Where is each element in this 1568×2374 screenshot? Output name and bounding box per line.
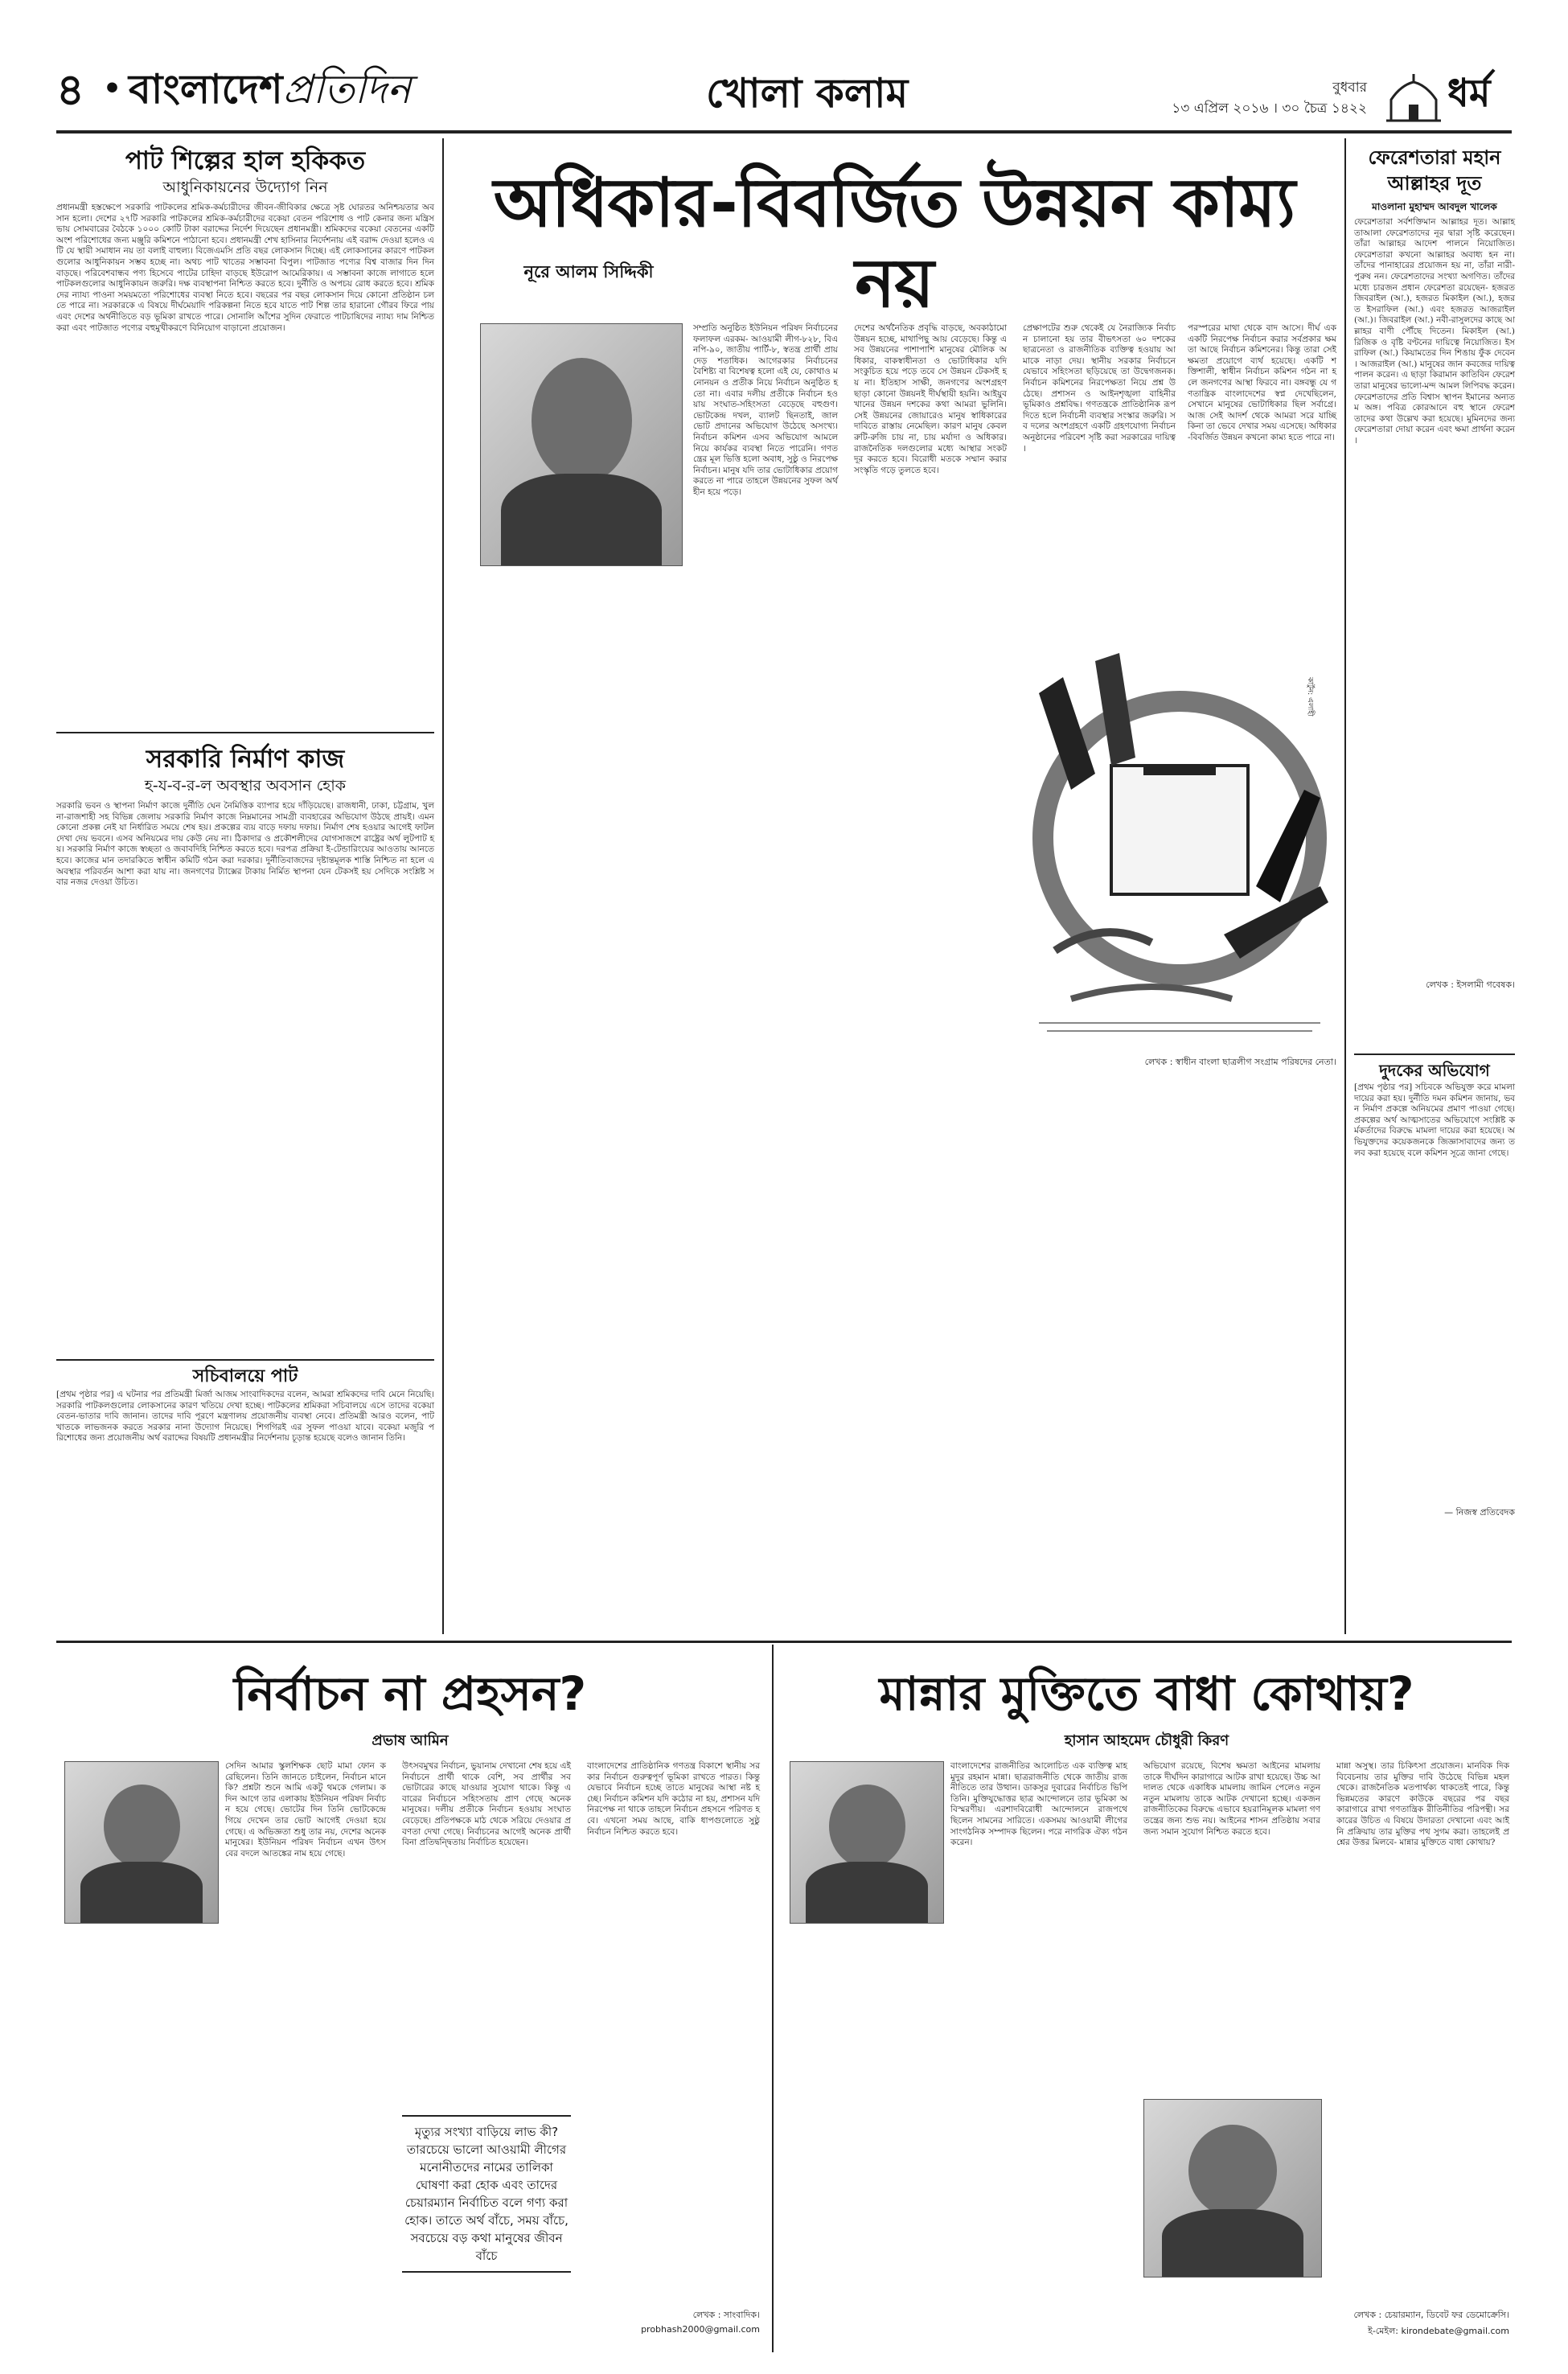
- article-column-3: মান্না অসুস্থ। তার চিকিৎসা প্রয়োজন। মানবিক দিক বিবেচনায় তার মুক্তির দাবি উঠেছে বিভিন্ন মহল থেকে। রাজনৈতিক মতপার্থক্য থাকতেই পারে, কিন্তু ভিন্নমতের কারণে কাউকে বছরের পর বছর কারাগারে রাখা গণতান্ত্রিক রীতিনীতির পরিপন্থী। সরকারের উচিত এ বিষয়ে উদারতা দেখানো এবং আইনি প্রক্রিয়ায় তার মুক্তির পথ সুগম করা। তাহলেই প্রশ্নের উত্তর মিলবে- মান্নার মুক্তিতে বাধা কোথায়?: [1336, 1761, 1513, 1848]
- center-feature: [452, 138, 1340, 1634]
- masthead: [0, 0, 1568, 137]
- article-column-1: বাংলাদেশের রাজনীতির আলোচিত এক ব্যক্তিত্ব মাহমুদুর রহমান মান্না। ছাত্ররাজনীতি থেকে জাতীয় রাজনীতিতে তার উত্থান। ডাকসুর দুবারের নির্বাচিত ভিপি তিনি। মুক্তিযুদ্ধোত্তর ছাত্র আন্দোলনে তার ভূমিকা অবিস্মরণীয়। এরশাদবিরোধী আন্দোলনে রাজপথে ছিলেন সামনের সারিতে। একসময় আওয়ামী লীগের সাংগঠনিক সম্পাদক ছিলেন। পরে নাগরিক ঐক্য গঠন করেন।: [950, 1761, 1131, 1848]
- article-author: মাওলানা মুহাম্মদ আবদুল খালেক: [1372, 201, 1497, 212]
- feature-column-1: সম্প্রতি অনুষ্ঠিত ইউনিয়ন পরিষদ নির্বাচনের ফলাফল এরকম- আওয়ামী লীগ-৮২৮, বিএনপি-৯০, জাতীয় পার্টি-৮, স্বতন্ত্র প্রার্থী প্রায় দেড় শতাধিক। আগেরকার নির্বাচনের বৈশিষ্ট্য বা বিশেষত্ব হলো এই যে, কোথাও মনোনয়ন ও প্রতীক নিয়ে নির্বাচন অনুষ্ঠিত হতো না। এবার দলীয় প্রতীকে নির্বাচন হওয়ায় সংঘাত-সহিংসতা বেড়েছে বহুগুণ। ভোটকেন্দ্র দখল, ব্যালট ছিনতাই, জাল ভোট প্রদানের অভিযোগ উঠেছে অসংখ্য। নির্বাচন কমিশন এসব অভিযোগ আমলে নিয়ে কার্যকর ব্যবস্থা নিতে পারেনি। গণতন্ত্রের মূল ভিত্তি হলো অবাধ, সুষ্ঠু ও নিরপেক্ষ নির্বাচন। মানুষ যদি তার ভোটাধিকার প্রয়োগ করতে না পারে তাহলে উন্নয়নের সুফল অর্থহীন হয়ে পড়ে।: [693, 323, 841, 497]
- author-email[interactable]: probhash2000@gmail.com: [641, 2324, 760, 2335]
- article-title: সরকারি নির্মাণ কাজ: [146, 745, 345, 774]
- bottom-column-divider: [772, 1645, 774, 2352]
- paper-name: [129, 64, 411, 114]
- feature-column-4: পরস্পরের মাথা থেকে বাদ আসে। দীর্ঘ এক একটি নিরপেক্ষ নির্বাচন করার সর্বপ্রকার ক্ষমতা আছে নির্বাচন কমিশনের। কিন্তু তারা সেই ক্ষমতা প্রয়োগে ব্যর্থ হয়েছে। একটি শক্তিশালী, স্বাধীন নির্বাচন কমিশন গঠন না হলে জনগণের আস্থা ফিরবে না। বঙ্গবন্ধু যে গণতান্ত্রিক বাংলাদেশের স্বপ্ন দেখেছিলেন, সেখানে মানুষের ভোটাধিকার ছিল সর্বাগ্রে। আজ সেই আদর্শ থেকে আমরা সরে যাচ্ছি কিনা তা ভেবে দেখার সময় এসেছে। অধিকার-বিবর্জিত উন্নয়ন কখনো কাম্য হতে পারে না।: [1188, 323, 1340, 442]
- masthead-rule: [56, 130, 1512, 133]
- feature-column-2: দেশের অর্থনৈতিক প্রবৃদ্ধি বাড়ছে, অবকাঠামো উন্নয়ন হচ্ছে, মাথাপিছু আয় বেড়েছে। কিন্তু এসব উন্নয়নের পাশাপাশি মানুষের মৌলিক অধিকার, বাকস্বাধীনতা ও ভোটাধিকার যদি সংকুচিত হয়ে পড়ে তবে সে উন্নয়ন টেকসই হয় না। ইতিহাস সাক্ষী, জনগণের অংশগ্রহণ ছাড়া কোনো উন্নয়নই দীর্ঘস্থায়ী হয়নি। আইয়ুব খানের উন্নয়ন দশকের কথা আমরা ভুলিনি। সেই উন্নয়নের জোয়ারেও মানুষ স্বাধিকারের দাবিতে রাস্তায় নেমেছিল। কারণ মানুষ কেবল রুটি-রুজি চায় না, চায় মর্যাদা ও অধিকার। রাজনৈতিক দলগুলোর মধ্যে আস্থার সংকট দূর করতে হবে। বিরোধী মতকে সম্মান করার সংস্কৃতি গড়ে তুলতে হবে।: [854, 323, 1010, 475]
- feature-column-3: প্রেক্ষাপটের শুরু থেকেই যে নৈরাজ্যিক নির্বাচন চালানো হয় তার বীভৎসতা ৬০ দশকের ছাত্রনেতা ও রাজনীতিক ব্যক্তিত্ব হওয়ায় আমাকে নাড়া দেয়। স্থানীয় সরকার নির্বাচনে যেভাবে সহিংসতা ছড়িয়েছে তা উদ্বেগজনক। নির্বাচন কমিশনের নিরপেক্ষতা নিয়ে প্রশ্ন উঠেছে। প্রশাসন ও আইনশৃঙ্খলা বাহিনীর ভূমিকাও প্রশ্নবিদ্ধ। গণতন্ত্রকে প্রাতিষ্ঠানিক রূপ দিতে হলে নির্বাচনী ব্যবস্থার সংস্কার জরুরি। সব দলের অংশগ্রহণে একটি গ্রহণযোগ্য নির্বাচন অনুষ্ঠানের পরিবেশ সৃষ্টি করা সরকারের দায়িত্ব।: [1023, 323, 1179, 454]
- side-section-title: ধর্ম: [1447, 71, 1491, 116]
- masthead-bullet: •: [103, 72, 122, 105]
- section-divider: [56, 1359, 434, 1361]
- left-article-construction: [56, 732, 437, 1343]
- author-photo-2: [1143, 2099, 1322, 2277]
- section-title: খোলা কলাম: [706, 70, 909, 117]
- article-body: [প্রথম পৃষ্ঠার পর] সচিবকে অভিযুক্ত করে মামলা দায়ের করা হয়। দুর্নীতি দমন কমিশন জানায়, ভবন নির্মাণ প্রকল্পে অনিয়মের প্রমাণ পাওয়া গেছে। প্রকল্পের অর্থ আত্মসাতের অভিযোগে সংশ্লিষ্ট কর্মকর্তাদের বিরুদ্ধে মামলা দায়ের করা হয়েছে। অভিযুক্তদের কয়েকজনকে জিজ্ঞাসাবাদের জন্য তলব করা হয়েছে বলে কমিশন সূত্রে জানা গেছে।: [1354, 1082, 1518, 1158]
- bottom-right-article: [782, 1649, 1512, 2356]
- article-author-note: লেখক : ইসলামী গবেষক।: [1426, 980, 1515, 990]
- right-article-angels: [1354, 145, 1518, 1045]
- article-column-2: অভিযোগ রয়েছে, বিশেষ ক্ষমতা আইনের মামলায় তাকে দীর্ঘদিন কারাগারে আটক রাখা হয়েছে। উচ্চ আদালত থেকে একাধিক মামলায় জামিন পেলেও নতুন নতুন মামলায় তাকে আটক দেখানো হচ্ছে। একজন রাজনীতিকের বিরুদ্ধে এভাবে হয়রানিমূলক মামলা গণতন্ত্রের জন্য শুভ নয়। আইনের শাসন প্রতিষ্ঠায় সবার জন্য সমান সুযোগ নিশ্চিত করতে হবে।: [1143, 1761, 1324, 1837]
- article-column-1: সেদিন আমার স্কুলশিক্ষক ছোট মামা ফোন করেছিলেন। তিনি জানতে চাইলেন, নির্বাচন মানে কি? প্রশ্নটা শুনে আমি একটু থমকে গেলাম। কদিন আগে তার এলাকায় ইউনিয়ন পরিষদ নির্বাচন হয়ে গেছে। ভোটের দিন তিনি ভোটকেন্দ্রে গিয়ে দেখেন তার ভোট আগেই দেওয়া হয়ে গেছে। এ অভিজ্ঞতা শুধু তার নয়, দেশের অনেক মানুষের। ইউনিয়ন পরিষদ নির্বাচন এখন উৎসবের বদলে আতঙ্কের নাম হয়ে গেছে।: [225, 1761, 389, 1859]
- right-article-acc: [1354, 1054, 1518, 1633]
- left-article-jute: [56, 145, 437, 724]
- right-column-divider: [1344, 138, 1346, 1634]
- article-column-3: বাংলাদেশের প্রাতিষ্ঠানিক গণতন্ত্র বিকাশে স্থানীয় সরকার নির্বাচন গুরুত্বপূর্ণ ভূমিকা রাখতে পারত। কিন্তু যেভাবে নির্বাচন হচ্ছে তাতে মানুষের আস্থা নষ্ট হচ্ছে। নির্বাচন কমিশন যদি কঠোর না হয়, প্রশাসন যদি নিরপেক্ষ না থাকে তাহলে নির্বাচন প্রহসনে পরিণত হবে। এখনো সময় আছে, বাকি ধাপগুলোতে সুষ্ঠু নির্বাচন নিশ্চিত করতে হবে।: [587, 1761, 763, 1837]
- article-subtitle: আধুনিকায়নের উদ্যোগ নিন: [162, 179, 328, 196]
- article-headline: নির্বাচন না প্রহসন?: [233, 1666, 587, 1721]
- article-author: হাসান আহমেদ চৌধুরী কিরণ: [1064, 1732, 1229, 1749]
- feature-headline: অধিকার-বিবর্জিত উন্নয়ন কাম্য নয়: [493, 163, 1295, 322]
- feature-author-note: লেখক : স্বাধীন বাংলা ছাত্রলীগ সংগ্রাম পরিষদের নেতা।: [1144, 1057, 1336, 1067]
- author-photo: [480, 323, 683, 566]
- bottom-left-article: [56, 1649, 764, 2356]
- section-divider: [56, 732, 434, 733]
- bottom-section-rule: [56, 1641, 1512, 1643]
- section-divider: [1354, 1054, 1515, 1055]
- ballot-cartoon: [1023, 645, 1336, 1047]
- page-number: ৪: [56, 64, 85, 115]
- article-title: পাট শিল্পের হাল হকিকত: [125, 146, 366, 175]
- article-body: ফেরেশতারা সর্বশক্তিমান আল্লাহর দূত। আল্লাহ তাআলা ফেরেশতাদের নূর দ্বারা সৃষ্টি করেছেন। তাঁরা আল্লাহর আদেশ পালনে নিয়োজিত। ফেরেশতারা কখনো আল্লাহর অবাধ্য হন না। তাঁদের পানাহারের প্রয়োজন হয় না, তাঁরা নারী-পুরুষ নন। ফেরেশতাদের সংখ্যা অগণিত। তাঁদের মধ্যে চারজন প্রধান ফেরেশতা রয়েছেন- হজরত জিবরাইল (আ.), হজরত মিকাইল (আ.), হজরত ইসরাফিল (আ.) এবং হজরত আজরাইল (আ.)। জিবরাইল (আ.) নবী-রাসুলদের কাছে আল্লাহর বাণী পৌঁছে দিতেন। মিকাইল (আ.) রিজিক ও বৃষ্টি বণ্টনের দায়িত্বে নিয়োজিত। ইসরাফিল (আ.) কিয়ামতের দিন শিঙায় ফুঁক দেবেন। আজরাইল (আ.) মানুষের জান কবজের দায়িত্ব পালন করেন। এ ছাড়া কিরামান কাতিবিন ফেরেশতারা মানুষের ভালো-মন্দ আমল লিপিবদ্ধ করেন। ফেরেশতাদের প্রতি বিশ্বাস স্থাপন ইমানের অন্যতম অঙ্গ। পবিত্র কোরআনে বহু স্থানে ফেরেশতাদের কথা উল্লেখ করা হয়েছে। মুমিনদের জন্য ফেরেশতারা দোয়া করেন এবং ক্ষমা প্রার্থনা করেন।: [1354, 217, 1518, 446]
- article-body: [প্রথম পৃষ্ঠার পর] এ ঘটনার পর প্রতিমন্ত্রী মির্জা আজম সাংবাদিকদের বলেন, আমরা শ্রমিকদের দাবি মেনে নিয়েছি। সরকারি পাটকলগুলোর লোকসানের কারণ খতিয়ে দেখা হচ্ছে। পাটকলের শ্রমিকরা সচিবালয়ে এসে তাদের বকেয়া বেতন-ভাতার দাবি জানান। তাদের দাবি পূরণে মন্ত্রণালয় প্রয়োজনীয় ব্যবস্থা নেবে। প্রতিমন্ত্রী আরও বলেন, পাট খাতকে লাভজনক করতে সরকার নানা উদ্যোগ নিয়েছে। শিগগিরই এর সুফল পাওয়া যাবে। বকেয়া মজুরি পরিশোধের জন্য প্রয়োজনীয় অর্থ বরাদ্দের বিষয়টি প্রধানমন্ত্রীর নির্দেশনায় চূড়ান্ত হয়েছে বলেও জানান তিনি।: [56, 1390, 437, 1444]
- pull-quote: [402, 2115, 571, 2273]
- mosque-icon: [1385, 71, 1443, 124]
- cartoon-credit: কার্টুন: এলাহী: [1306, 677, 1314, 717]
- author-photo-1: [790, 1761, 944, 1924]
- article-body: প্রধানমন্ত্রী হস্তক্ষেপে সরকারি পাটকলের শ্রমিক-কর্মচারীদের জীবন-জীবিকার ক্ষেত্রে সৃষ্ট ঘোরতর অনিশ্চয়তার অবসান হলো। দেশের ২৭টি সরকারি পাটকলের শ্রমিক-কর্মচারীদের বকেয়া বেতন পরিশোধ ও পাট কেনার জন্য মন্ত্রিসভায় সোমবারের বৈঠকে ১০০০ কোটি টাকা বরাদ্দের নির্দেশ দিয়েছেন প্রধানমন্ত্রী। শ্রমিকদের বকেয়া বেতনের একটি অংশ পরিশোধের জন্য মঞ্জুরি কমিশনে পাঠানো হবে। প্রধানমন্ত্রী শেখ হাসিনার নির্দেশনায় এই বরাদ্দ দেওয়া হলেও এটি যে স্থায়ী সমাধান নয় তা বলাই বাহুল্য। বিজেএমসি প্রতি বছর লোকসান দিচ্ছে। এই লোকসানের কারণে পাটকলগুলোর আধুনিকায়ন সম্ভব হচ্ছে না। অথচ পাট খাতের সম্ভাবনা বিপুল। পাটজাত পণ্যের বিশ্ব বাজার দিন দিন বাড়ছে। পরিবেশবান্ধব পণ্য হিসেবে পাটের চাহিদা বাড়ছে ইউরোপ আমেরিকায়। এ সম্ভাবনা কাজে লাগাতে হলে পাটকলগুলোর আধুনিকায়ন জরুরি। দক্ষ ব্যবস্থাপনা নিশ্চিত করতে হবে। দুর্নীতি ও অপচয় রোধ করতে হবে। শ্রমিকদের ন্যায্য পাওনা সময়মতো পরিশোধের ব্যবস্থা নিতে হবে। বছরের পর বছর লোকসান দিয়ে কোনো প্রতিষ্ঠান চলতে পারে না। সরকারকে এ বিষয়ে দীর্ঘমেয়াদি পরিকল্পনা নিতে হবে যাতে পাট শিল্প তার হারানো গৌরব ফিরে পায় এবং দেশের অর্থনীতিতে বড় ভূমিকা রাখতে পারে। সোনালি আঁশের সুদিন ফেরাতে পাটচাষিদের ন্যায্য দাম নিশ্চিত করা এবং পাটজাত পণ্যের বহুমুখীকরণে বিনিয়োগ বাড়ানো প্রয়োজন।: [56, 203, 437, 333]
- issue-date: ১৩ এপ্রিল ২০১৬ । ৩০ চৈত্র ১৪২২: [1172, 101, 1367, 117]
- article-subtitle: হ-য-ব-র-ল অবস্থার অবসান হোক: [144, 777, 347, 795]
- article-body: সরকারি ভবন ও স্থাপনা নির্মাণ কাজে দুর্নীতি ঘেন নৈমিত্তিক ব্যাপার হয়ে দাঁড়িয়েছে। রাজধানী, ঢাকা, চট্টগ্রাম, খুলনা-রাজশাহী সহ বিভিন্ন জেলায় সরকারি নির্মাণ কাজে নিম্নমানের সামগ্রী ব্যবহারের অভিযোগ উঠছে প্রায়ই। এমন কোনো প্রকল্প নেই যা নির্ধারিত সময়ে শেষ হয়। প্রকল্পের ব্যয় বাড়ে দফায় দফায়। নির্মাণ শেষ হওয়ার আগেই ফাটল দেখা দেয় ভবনে। এসব অনিয়মের দায় কেউ নেয় না। ঠিকাদার ও প্রকৌশলীদের যোগসাজশে রাষ্ট্রের অর্থ লুটপাট হয়। সরকারি নির্মাণ কাজে স্বচ্ছতা ও জবাবদিহি নিশ্চিত করতে হবে। দরপত্র প্রক্রিয়া ই-টেন্ডারিংয়ের আওতায় আনতে হবে। কাজের মান তদারকিতে স্বাধীন কমিটি গঠন করা দরকার। দুর্নীতিবাজদের দৃষ্টান্তমূলক শাস্তি নিশ্চিত না হলে এ অবস্থার পরিবর্তন আশা করা যায় না। জনগণের ট্যাক্সের টাকায় নির্মিত স্থাপনা যেন টেকসই হয় সেদিকে সংশ্লিষ্ট সবার নজর দেওয়া উচিত।: [56, 801, 437, 888]
- article-credit: — নিজস্ব প্রতিবেদক: [1444, 1507, 1515, 1518]
- article-title: দুদকের অভিযোগ: [1379, 1061, 1490, 1080]
- article-author-note: লেখক : সাংবাদিক।: [692, 2310, 760, 2320]
- article-title: সচিবালয়ে পাট: [192, 1366, 298, 1386]
- author-email[interactable]: ই-মেইল: kirondebate@gmail.com: [1368, 2326, 1509, 2336]
- article-author: প্রভাষ আমিন: [371, 1732, 449, 1749]
- feature-author: নূরে আলম সিদ্দিকী: [523, 262, 654, 281]
- article-author-note: লেখক : চেয়ারম্যান, ডিবেট ফর ডেমোক্রেসি।: [1353, 2310, 1509, 2320]
- article-headline: মান্নার মুক্তিতে বাধা কোথায়?: [879, 1666, 1414, 1721]
- article-column-2: উৎসবমুখর নির্বাচন, ভুয়ানাম দেখানো শেষ হয়ে এই নির্বাচনে প্রার্থী থাকে বেশি, সব প্রার্থীর সব ভোটারের কাছে যাওয়ার সুযোগ থাকে। কিন্তু এবারের নির্বাচনে সহিংসতায় প্রাণ গেছে অনেক মানুষের। দলীয় প্রতীকে নির্বাচন হওয়ায় সংঘাত বেড়েছে। প্রতিপক্ষকে মাঠ থেকে সরিয়ে দেওয়ার প্রবণতা দেখা গেছে। নির্বাচনের আগেই অনেক প্রার্থী বিনা প্রতিদ্বন্দ্বিতায় নির্বাচিত হয়েছেন।: [402, 1761, 574, 1848]
- paper-name-main: বাংলাদেশ: [129, 66, 283, 113]
- left-article-secretariat: [56, 1359, 437, 1633]
- pull-quote-text: মৃত্যুর সংখ্যা বাড়িয়ে লাভ কী? তারচেয়ে ভালো আওয়ামী লীগের মনোনীতদের নামের তালিকা ঘোষণা করা হোক এবং তাদের চেয়ারম্যান নির্বাচিত বলে গণ্য করা হোক। তাতে অর্থ বাঁচে, সময় বাঁচে, সবচেয়ে বড় কথা মানুষের জীবন বাঁচে: [404, 2125, 569, 2263]
- author-photo: [64, 1761, 219, 1924]
- left-column-divider: [442, 138, 444, 1634]
- weekday: বুধবার: [1332, 80, 1367, 96]
- article-title: ফেরেশতারা মহান আল্লাহর দূত: [1368, 146, 1501, 195]
- paper-name-accent: প্রতিদিন: [282, 66, 412, 113]
